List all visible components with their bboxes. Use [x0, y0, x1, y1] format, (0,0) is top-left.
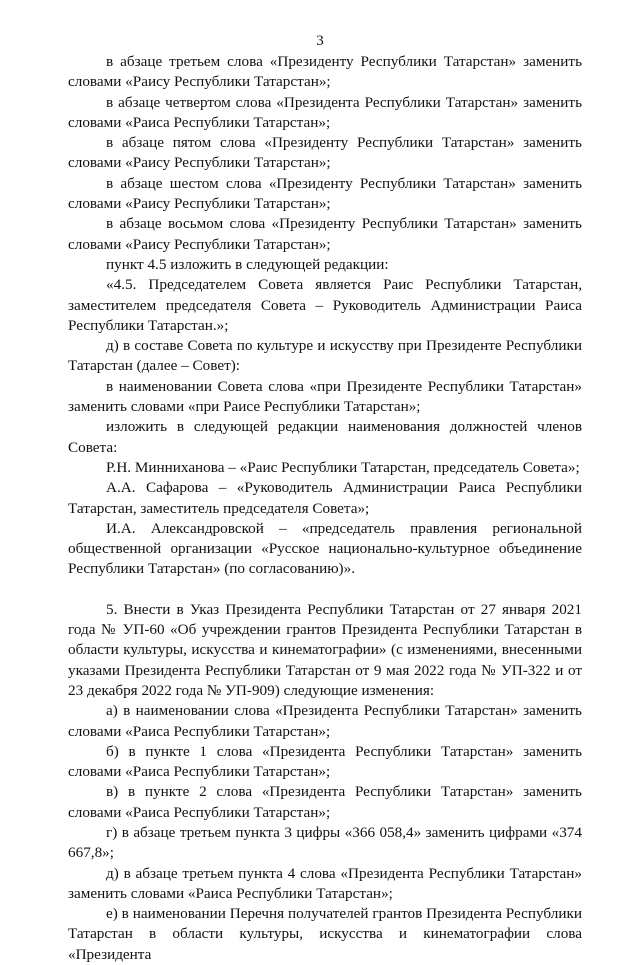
paragraph: е) в наименовании Перечня получателей грантов Президента Республики Татарстан в области культуры, искусства и кинематографии слова «Президента [68, 905, 582, 963]
paragraph: в абзаце восьмом слова «Президенту Республики Татарстан» заменить словами «Раису Республики Татарстан»; [68, 215, 582, 253]
council-member-entry: И.А. Александровской – «председатель правления региональной общественной организации «Русское национально-культурное объединение Республики Татарстан» (по согласованию)». [68, 519, 582, 578]
paragraph: д) в составе Совета по культуре и искусству при Президенте Республики Татарстан (далее – Совет): [68, 337, 582, 375]
paragraph: в абзаце четвертом слова «Президента Республики Татарстан» заменить словами «Раиса Республики Татарстан»; [68, 93, 582, 131]
page-number: 3 [316, 33, 324, 49]
paragraph: а) в наименовании слова «Президента Республики Татарстан» заменить словами «Раиса Республики Татарстан»; [68, 702, 582, 740]
council-member-entry: Р.Н. Минниханова – «Раис Республики Татарстан, председатель Совета»; [106, 458, 580, 476]
paragraph: д) в абзаце третьем пункта 4 слова «Президента Республики Татарстан» заменить словами «Раиса Республики Татарстан»; [68, 864, 582, 902]
paragraph: б) в пункте 1 слова «Президента Республики Татарстан» заменить словами «Раиса Республики Татарстан»; [68, 742, 582, 781]
paragraph: в) в пункте 2 слова «Президента Республики Татарстан» заменить словами «Раиса Республики Татарстан»; [68, 783, 582, 821]
paragraph: в абзаце шестом слова «Президенту Республики Татарстан» заменить словами «Раису Республики Татарстан»; [68, 174, 582, 213]
paragraph: пункт 4.5 изложить в следующей редакции: [106, 255, 389, 273]
section-heading-paragraph: 5. Внести в Указ Президента Республики Татарстан от 27 января 2021 года № УП-60 «Об учреждении грантов Президента Республики Татарстан в области культуры, искусства и кинематографии» (с изменениями, внесенными указами Президента Республики Татарстан от 9 мая 2022 года № УП-322 и от 23 декабря 2022 года № УП-909) следующие изменения: [68, 600, 582, 699]
section-spacer [68, 580, 582, 600]
paragraph: изложить в следующей редакции наименования должностей членов Совета: [68, 418, 582, 456]
quoted-clause: «4.5. Председателем Совета является Раис Республики Татарстан, заместителем председателя Совета – Руководитель Администрации Раиса Республики Татарстан.»; [68, 276, 582, 334]
paragraph: в абзаце третьем слова «Президенту Республики Татарстан» заменить словами «Раису Республики Татарстан»; [68, 53, 582, 91]
paragraph: в наименовании Совета слова «при Президенте Республики Татарстан» заменить словами «при Раисе Республики Татарстан»; [68, 377, 582, 416]
paragraph: г) в абзаце третьем пункта 3 цифры «366 058,4» заменить цифрами «374 667,8»; [68, 823, 582, 862]
paragraph: в абзаце пятом слова «Президенту Республики Татарстан» заменить словами «Раису Республики Татарстан»; [68, 134, 582, 172]
document-body [68, 52, 582, 965]
council-member-entry: А.А. Сафарова – «Руководитель Администрации Раиса Республики Татарстан, заместитель председателя Совета»; [68, 479, 582, 517]
